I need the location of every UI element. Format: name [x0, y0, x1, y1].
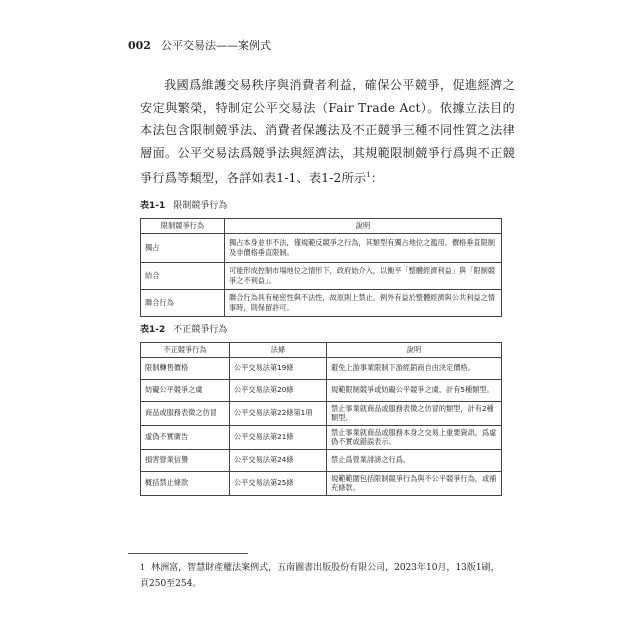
- table-row: [141, 401, 502, 425]
- table-row: [141, 471, 502, 495]
- table-cell: 避免上游事業限制下游經銷商自由決定價格。: [327, 357, 502, 379]
- table-cell: 獨占本身並非不法，僅規範反競爭之行為，其類型有獨占地位之濫用、價格垂直限制及非價格垂直限制。: [225, 233, 502, 262]
- table-cell: 虛偽不實廣告: [141, 425, 230, 449]
- paragraph-end: ：: [370, 171, 384, 186]
- table1-header: 限制競爭行為: [141, 219, 225, 234]
- table2-header: 說明: [327, 343, 502, 358]
- table-cell: 結合: [141, 262, 225, 289]
- page-number: 002: [128, 38, 151, 52]
- table-cell: 獨占: [141, 233, 225, 262]
- table-cell: 公平交易法第22條第1項: [230, 401, 327, 425]
- table-cell: 損害營業信譽: [141, 449, 230, 471]
- table-row: [141, 233, 502, 262]
- table-cell: 規範範圍包括限制競爭行為與不公平競爭行為，或補充條款。: [327, 471, 502, 495]
- table-cell: 聯合行為: [141, 289, 225, 316]
- table2-title: 不正競爭行為: [173, 325, 228, 335]
- footnote-divider: [128, 553, 248, 554]
- running-title: 公平交易法——案例式: [160, 39, 271, 52]
- table-row: [141, 357, 502, 379]
- footnote-ref: 1: [366, 171, 371, 179]
- table-cell: 禁止事業就商品或服務表徵之仿冒的類型，計有2種類型。: [327, 401, 502, 425]
- table-row: [141, 449, 502, 471]
- table-cell: 公平交易法第19條: [230, 357, 327, 379]
- table-cell: 禁止事業就商品或服務本身之交易上重要資訊，爲虛偽不實或錯誤表示。: [327, 425, 502, 449]
- table-restrictive-competition: [140, 218, 502, 317]
- footnote: [140, 560, 500, 592]
- table-row: [141, 379, 502, 401]
- table-cell: 概括禁止條款: [141, 471, 230, 495]
- table2-header: 不正競爭行為: [141, 343, 230, 358]
- table-cell: 公平交易法第21條: [230, 425, 327, 449]
- footnote-text: 林洲富，智慧財產權法案例式，五南圖書出版股份有限公司，2023年10月，13版1刷，頁250至254。: [140, 563, 500, 589]
- table-row: [141, 289, 502, 316]
- table-cell: 聯合行為具有秘密性與不法性，故原則上禁止，例外有益於整體經濟與公共利益之情事時，則保留許可。: [225, 289, 502, 316]
- table-cell: 妨礙公平競爭之虞: [141, 379, 230, 401]
- table2-header: 法條: [230, 343, 327, 358]
- table2-caption: [140, 322, 227, 335]
- table1-header-row: [141, 219, 502, 234]
- running-header: [128, 38, 271, 52]
- table-unfair-competition: [140, 342, 502, 496]
- table-row: [141, 425, 502, 449]
- table-cell: 規範限制競爭或妨礙公平競爭之虞，計有5種類型。: [327, 379, 502, 401]
- footnote-number: 1: [140, 563, 146, 572]
- table-cell: 可能形成控制市場地位之情形下，政府始介入，以衡平「整體經濟利益」與「限制競爭之不利益」。: [225, 262, 502, 289]
- table1-caption: [140, 198, 227, 211]
- body-text: [140, 74, 515, 190]
- table-cell: 公平交易法第20條: [230, 379, 327, 401]
- table2-header-row: [141, 343, 502, 358]
- table-cell: 禁止爲營業誹謗之行爲。: [327, 449, 502, 471]
- table-cell: 公平交易法第25條: [230, 471, 327, 495]
- table-cell: 商品或服務表徵之仿冒: [141, 401, 230, 425]
- table-cell: 公平交易法第24條: [230, 449, 327, 471]
- table2-number: 表1-2: [140, 325, 166, 335]
- table1-number: 表1-1: [140, 201, 166, 211]
- table1-title: 限制競爭行為: [173, 201, 228, 211]
- table-row: [141, 262, 502, 289]
- table1-header: 說明: [225, 219, 502, 234]
- intro-paragraph: [140, 74, 515, 190]
- table-cell: 限制轉售價格: [141, 357, 230, 379]
- paragraph-text: 我國爲維護交易秩序與消費者利益，確保公平競爭，促進經濟之安定與繁榮，特制定公平交易法（Fair Trade Act）。依據立法目的本法包含限制競爭法、消費者保護法及不正競爭三種不同性質之法律層面。公平交易法爲競爭法與經濟法，其規範限制競爭行爲與不正競爭行爲等類型，各詳如表1-1、表1-2所示: [140, 78, 515, 186]
